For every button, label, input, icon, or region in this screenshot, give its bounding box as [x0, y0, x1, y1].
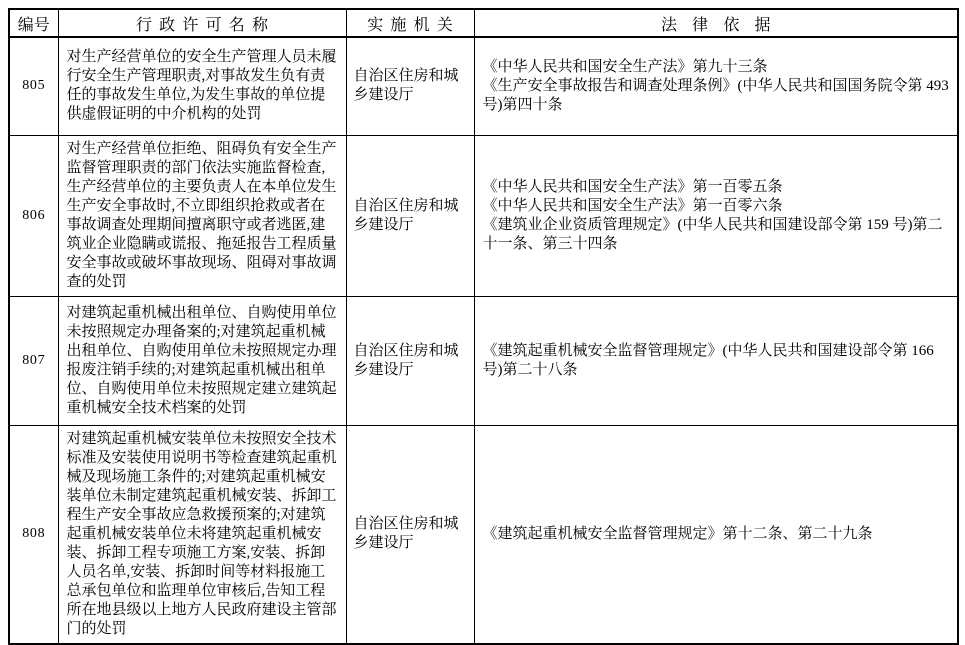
- legal-basis-line: 《中华人民共和国安全生产法》第一百零六条: [482, 197, 783, 214]
- table-header: [9, 9, 958, 37]
- legal-basis: [474, 37, 958, 135]
- table-row: [9, 296, 958, 425]
- implementing-agency: 自治区住房和城乡建设厅: [346, 135, 474, 296]
- table-row: [9, 37, 958, 135]
- implementing-agency: 自治区住房和城乡建设厅: [346, 425, 474, 644]
- administrative-permits-document: [8, 8, 959, 645]
- legal-basis-line: 《建筑起重机械安全监督管理规定》(中华人民共和国建设部令第 166 号)第二十八条: [482, 342, 934, 378]
- legal-basis-line: 《中华人民共和国安全生产法》第九十三条: [482, 58, 768, 75]
- col-header-legal-basis: 法律依据: [474, 9, 958, 37]
- row-number: 805: [9, 37, 58, 135]
- legal-basis: [474, 425, 958, 644]
- legal-basis-line: 《中华人民共和国安全生产法》第一百零五条: [482, 178, 783, 195]
- legal-basis: [474, 296, 958, 425]
- table-row: [9, 135, 958, 296]
- col-header-number: 编号: [9, 9, 58, 37]
- permit-name: 对建筑起重机械安装单位未按照安全技术标准及安装使用说明书等检查建筑起重机械及现场施工条件的;对建筑起重机械安装单位未制定建筑起重机械安装、拆卸工程生产安全事故应急救援预案的;对建筑起重机械安装单位未将建筑起重机械安装、拆卸工程专项施工方案,安装、拆卸人员名单,安装、拆卸时间等材料报施工总承包单位和监理单位审核后,告知工程所在地县级以上地方人民政府建设主管部门的处罚: [58, 425, 346, 644]
- legal-basis: [474, 135, 958, 296]
- permits-table: [8, 8, 959, 645]
- legal-basis-line: 《生产安全事故报告和调查处理条例》(中华人民共和国国务院令第 493 号)第四十条: [482, 77, 949, 113]
- col-header-agency: 实施机关: [346, 9, 474, 37]
- row-number: 806: [9, 135, 58, 296]
- implementing-agency: 自治区住房和城乡建设厅: [346, 37, 474, 135]
- table-row: [9, 425, 958, 644]
- header-row: [9, 9, 958, 37]
- permit-name: 对生产经营单位的安全生产管理人员未履行安全生产管理职责,对事故发生负有责任的事故发生单位,为发生事故的单位提供虚假证明的中介机构的处罚: [58, 37, 346, 135]
- row-number: 807: [9, 296, 58, 425]
- legal-basis-line: 《建筑业企业资质管理规定》(中华人民共和国建设部令第 159 号)第二十一条、第三十四条: [482, 216, 943, 252]
- implementing-agency: 自治区住房和城乡建设厅: [346, 296, 474, 425]
- permit-name: 对生产经营单位拒绝、阻碍负有安全生产监督管理职责的部门依法实施监督检查,生产经营单位的主要负责人在本单位发生生产安全事故时,不立即组织抢救或者在事故调查处理期间擅离职守或者逃匿,建筑业企业隐瞒或谎报、拖延报告工程质量安全事故或破坏事故现场、阻碍对事故调查的处罚: [58, 135, 346, 296]
- col-header-permit-name: 行政许可名称: [58, 9, 346, 37]
- table-body: [9, 37, 958, 644]
- legal-basis-line: 《建筑起重机械安全监督管理规定》第十二条、第二十九条: [482, 525, 873, 542]
- row-number: 808: [9, 425, 58, 644]
- permit-name: 对建筑起重机械出租单位、自购使用单位未按照规定办理备案的;对建筑起重机械出租单位、自购使用单位未按照规定办理报废注销手续的;对建筑起重机械出租单位、自购使用单位未按照规定建立建筑起重机械安全技术档案的处罚: [58, 296, 346, 425]
